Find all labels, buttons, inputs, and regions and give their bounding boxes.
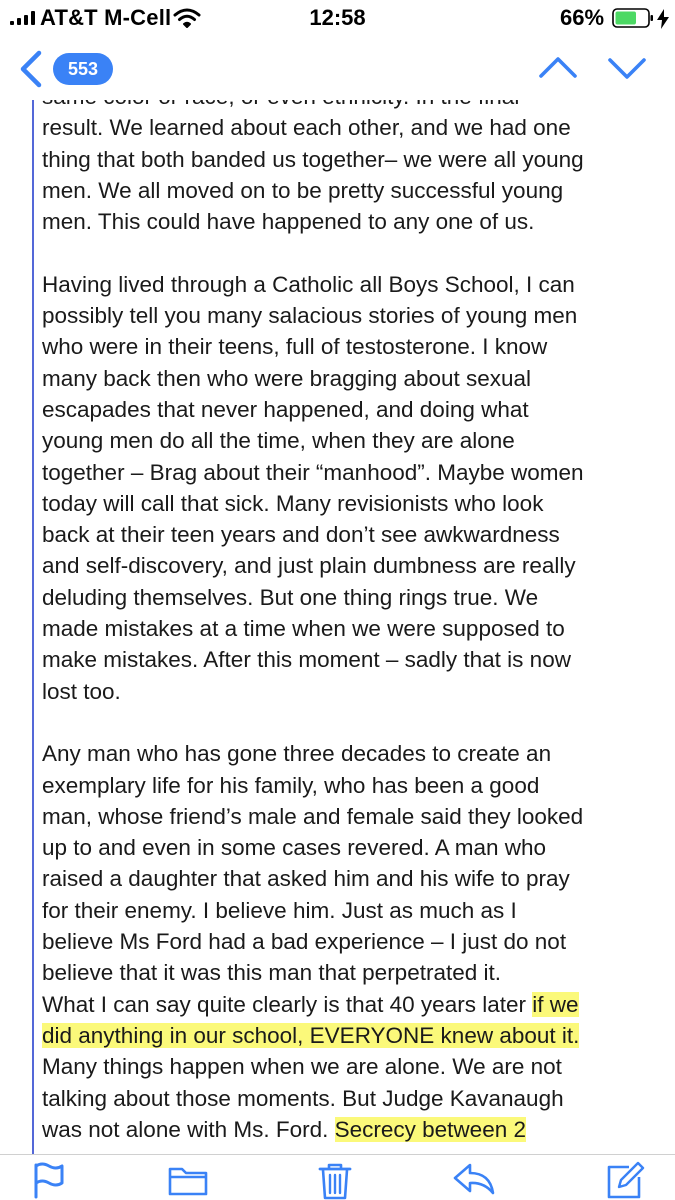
message-line: result. We learned about each other, and we had one	[42, 115, 571, 141]
highlighted-text: Secrecy between 2	[334, 1116, 526, 1142]
line-text: was not alone with Ms. Ford.	[42, 1116, 335, 1142]
message-line: men. This could have happened to any one of us.	[42, 209, 535, 235]
message-line: Many things happen when we are alone. We are not	[42, 1054, 562, 1080]
back-count-badge[interactable]: 553	[53, 53, 113, 85]
message-line: made mistakes at a time when we were supposed to	[42, 616, 565, 642]
message-line: who were in their teens, full of testosterone. I know	[42, 334, 548, 360]
message-line: Any man who has gone three decades to create an	[42, 741, 552, 767]
bottom-toolbar	[0, 1154, 675, 1200]
status-bar	[0, 0, 675, 36]
message-text	[42, 81, 672, 1145]
message-line: believe that it was this man that perpetrated it.	[42, 960, 501, 986]
message-line: lost too.	[42, 678, 121, 704]
message-line: talking about those moments. But Judge Kavanaugh	[42, 1085, 564, 1111]
line-text: What I can say quite clearly is that 40 years later	[42, 991, 533, 1017]
message-line: Having lived through a Catholic all Boys School, I can	[42, 271, 575, 297]
message-line: today will call that sick. Many revisionists who look	[42, 490, 544, 516]
trash-icon[interactable]	[316, 1161, 354, 1200]
navigation-bar	[0, 36, 675, 100]
message-line: possibly tell you many salacious stories of young men	[42, 303, 578, 329]
charging-bolt-icon	[656, 9, 670, 29]
flag-icon[interactable]	[32, 1161, 66, 1199]
message-line: exemplary life for his family, who has been a good	[42, 772, 540, 798]
message-line: escapades that never happened, and doing what	[42, 396, 529, 422]
blank-line	[42, 237, 672, 268]
quote-bar	[32, 96, 34, 1154]
status-time: 12:58	[309, 5, 366, 30]
folder-icon[interactable]	[167, 1161, 209, 1199]
battery-level-fill	[616, 12, 637, 25]
highlighted-text: did anything in our school, EVERYONE knew about it.	[42, 1022, 580, 1048]
message-line: thing that both banded us together– we were all young	[42, 146, 584, 172]
message-line: believe Ms Ford had a bad experience – I just do not	[42, 929, 567, 955]
message-line: men. We all moved on to be pretty successful young	[42, 177, 564, 203]
message-line: make mistakes. After this moment – sadly that is now	[42, 647, 571, 673]
message-line: man, whose friend’s male and female said they looked	[42, 803, 584, 829]
message-line	[42, 1114, 672, 1145]
highlighted-text: if we	[532, 991, 579, 1017]
message-line: and self-discovery, and just plain dumbness are really	[42, 553, 576, 579]
message-line: up to and even in some cases revered. A man who	[42, 835, 547, 861]
battery-icon	[612, 7, 654, 29]
message-line	[42, 1020, 672, 1051]
message-line: raised a daughter that asked him and his wife to pray	[42, 866, 570, 892]
carrier-name: AT&T M-Cell	[40, 5, 172, 30]
message-line: deluding themselves. But one thing rings true. We	[42, 584, 539, 610]
battery-percentage: 66%	[560, 5, 605, 30]
message-line: young men do all the time, when they are alone	[42, 428, 515, 454]
blank-line	[42, 707, 672, 738]
message-line: together – Brag about their “manhood”. Maybe women	[42, 459, 584, 485]
reply-icon[interactable]	[452, 1161, 496, 1197]
back-chevron-icon[interactable]	[18, 50, 44, 88]
message-line: back at their teen years and don’t see awkwardness	[42, 522, 560, 548]
chevron-down-icon[interactable]	[607, 54, 647, 82]
message-line: for their enemy. I believe him. Just as much as I	[42, 897, 517, 923]
message-line	[42, 989, 672, 1020]
message-line: many back then who were bragging about sexual	[42, 365, 532, 391]
chevron-up-icon[interactable]	[538, 54, 578, 82]
compose-icon[interactable]	[605, 1161, 645, 1200]
